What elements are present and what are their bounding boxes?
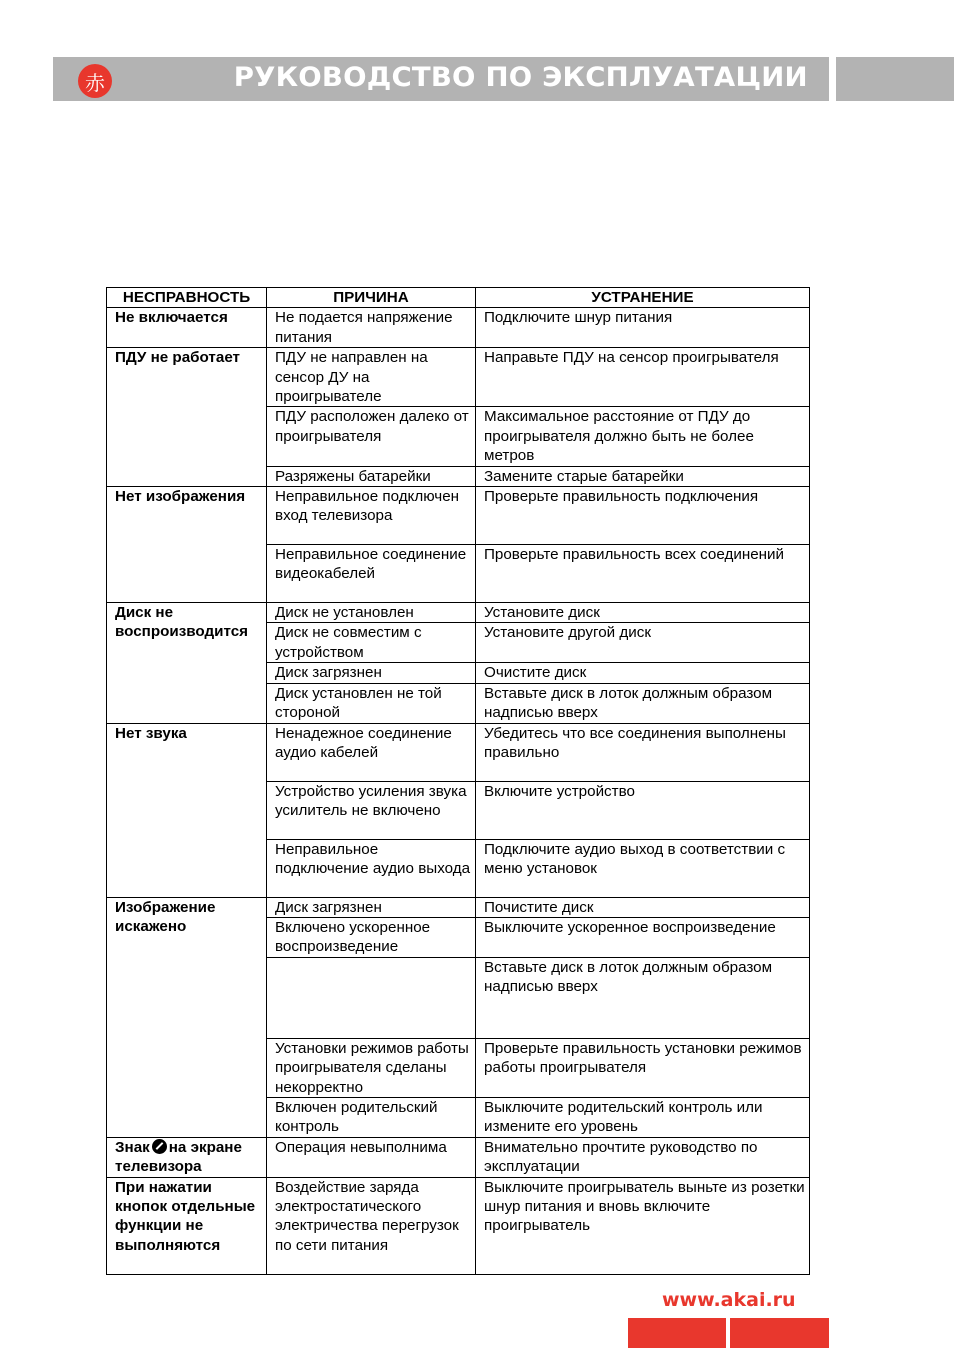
fault-prefix: Знак <box>115 1138 150 1156</box>
table-row <box>107 1137 810 1177</box>
fault-cell: Нет звука <box>107 723 267 897</box>
table-row <box>107 897 810 917</box>
fix-cell: Вставьте диск в лоток должным образом надписью вверх <box>476 683 810 723</box>
website-link[interactable]: www.akai.ru <box>662 1289 796 1311</box>
cause-cell: Включен родительский контроль <box>267 1097 476 1137</box>
cause-cell: Диск не установлен <box>267 603 476 623</box>
table-row <box>107 308 810 348</box>
fix-cell: Вставьте диск в лоток должным образом надписью вверх <box>476 957 810 1038</box>
table-header-row <box>107 288 810 308</box>
cause-cell: Операция невыполнима <box>267 1137 476 1177</box>
cause-cell: Воздействие заряда электростатического электричества перегрузок по сети питания <box>267 1177 476 1274</box>
fault-cell: ПДУ не работает <box>107 348 267 487</box>
table-row <box>107 487 810 545</box>
cause-cell: Неправильное подключен вход телевизора <box>267 487 476 545</box>
column-header-fix: УСТРАНЕНИЕ <box>476 288 810 308</box>
cause-cell: Диск загрязнен <box>267 663 476 683</box>
cause-cell: Установки режимов работы проигрывателя сделаны некорректно <box>267 1038 476 1097</box>
fault-cell: Изображение искажено <box>107 897 267 1137</box>
cause-cell: Диск загрязнен <box>267 897 476 917</box>
fix-cell: Установите другой диск <box>476 623 810 663</box>
cause-cell: Ненадежное соединение аудио кабелей <box>267 723 476 781</box>
fault-cell: При нажатии кнопок отдельные функции не выполняются <box>107 1177 267 1274</box>
fix-cell: Установите диск <box>476 603 810 623</box>
fix-cell: Направьте ПДУ на сенсор проигрывателя <box>476 348 810 407</box>
fix-cell: Включите устройство <box>476 781 810 839</box>
cause-cell <box>267 957 476 1038</box>
fix-cell: Проверьте правильность подключения <box>476 487 810 545</box>
footer-bar-left <box>628 1318 726 1348</box>
fix-cell: Внимательно прочтите руководство по эксплуатации <box>476 1137 810 1177</box>
fix-cell: Убедитесь что все соединения выполнены правильно <box>476 723 810 781</box>
cause-cell: Неправильное подключение аудио выхода <box>267 839 476 897</box>
fault-cell: Не включается <box>107 308 267 348</box>
fix-cell: Очистите диск <box>476 663 810 683</box>
cause-cell: Не подается напряжение питания <box>267 308 476 348</box>
fault-cell: Диск не воспроизводится <box>107 603 267 723</box>
cause-cell: Устройство усиления звука усилитель не включено <box>267 781 476 839</box>
table-row <box>107 348 810 407</box>
cause-cell: Диск установлен не той стороной <box>267 683 476 723</box>
table-row <box>107 1177 810 1274</box>
fix-cell: Выключите ускоренное воспроизведение <box>476 917 810 957</box>
fix-cell: Проверьте правильность установки режимов работы проигрывателя <box>476 1038 810 1097</box>
cause-cell: Разряжены батарейки <box>267 466 476 486</box>
logo-glyph: 赤 <box>85 70 105 95</box>
table-row <box>107 723 810 781</box>
cause-cell: Неправильное соединение видеокабелей <box>267 545 476 603</box>
fix-cell: Выключите проигрыватель выньте из розетки шнур питания и вновь включите проигрыватель <box>476 1177 810 1274</box>
akai-logo-icon <box>78 64 112 98</box>
fault-cell: Нет изображения <box>107 487 267 603</box>
column-header-fault: НЕСПРАВНОСТЬ <box>107 288 267 308</box>
column-header-cause: ПРИЧИНА <box>267 288 476 308</box>
header-right-block <box>836 57 954 101</box>
fix-cell: Проверьте правильность всех соединений <box>476 545 810 603</box>
no-entry-icon <box>152 1139 167 1154</box>
cause-cell: Диск не совместим с устройством <box>267 623 476 663</box>
fix-cell: Подключите шнур питания <box>476 308 810 348</box>
fix-cell: Замените старые батарейки <box>476 466 810 486</box>
fix-cell: Почистите диск <box>476 897 810 917</box>
fix-cell: Максимальное расстояние от ПДУ до проигрывателя должно быть не более метров <box>476 407 810 466</box>
fault-cell <box>107 1137 267 1177</box>
cause-cell: Включено ускоренное воспроизведение <box>267 917 476 957</box>
table-row <box>107 603 810 623</box>
fix-cell: Подключите аудио выход в соответствии с меню установок <box>476 839 810 897</box>
troubleshooting-table <box>106 287 810 1275</box>
page-title: РУКОВОДСТВО ПО ЭКСПЛУАТАЦИИ <box>234 62 808 93</box>
cause-cell: ПДУ расположен далеко от проигрывателя <box>267 407 476 466</box>
fix-cell: Выключите родительский контроль или измените его уровень <box>476 1097 810 1137</box>
cause-cell: ПДУ не направлен на сенсор ДУ на проигрывателе <box>267 348 476 407</box>
footer-bar-right <box>730 1318 829 1348</box>
fault-suffix: на экране телевизора <box>115 1138 242 1176</box>
